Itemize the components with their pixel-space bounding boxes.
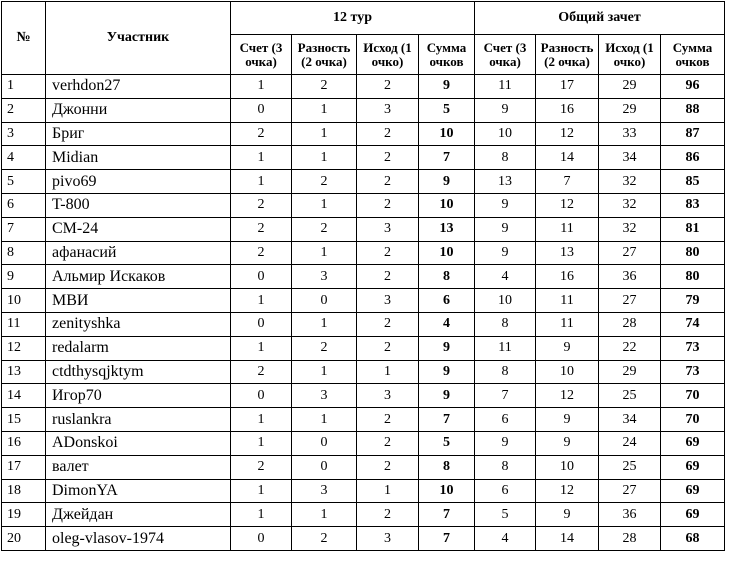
- round-diff: 1: [292, 360, 357, 384]
- overall-diff: 12: [536, 122, 599, 146]
- participant-name: ctdthysqjktym: [46, 360, 231, 384]
- overall-outcome: 28: [599, 527, 661, 551]
- row-number: 8: [2, 241, 46, 265]
- table-row: [2, 146, 725, 170]
- table-row: [2, 241, 725, 265]
- round-score: 1: [231, 431, 292, 455]
- overall-sum: 69: [661, 479, 725, 503]
- round-outcome: 3: [357, 527, 419, 551]
- participant-name: Игор70: [46, 384, 231, 408]
- participant-name: redalarm: [46, 336, 231, 360]
- standings-table: [1, 1, 725, 551]
- overall-sum: 83: [661, 193, 725, 217]
- overall-sum: 70: [661, 384, 725, 408]
- round-outcome: 2: [357, 170, 419, 194]
- round-sum: 9: [419, 170, 475, 194]
- overall-score: 6: [475, 408, 536, 432]
- participant-name: Midian: [46, 146, 231, 170]
- row-number: 20: [2, 527, 46, 551]
- table-row: [2, 408, 725, 432]
- round-score: 1: [231, 408, 292, 432]
- overall-sum: 80: [661, 241, 725, 265]
- round-diff: 3: [292, 384, 357, 408]
- overall-outcome: 36: [599, 265, 661, 289]
- round-score: 1: [231, 479, 292, 503]
- header-round-outcome: Исход (1 очко): [357, 35, 419, 75]
- overall-score: 4: [475, 527, 536, 551]
- overall-sum: 88: [661, 98, 725, 122]
- round-score: 1: [231, 503, 292, 527]
- round-diff: 0: [292, 431, 357, 455]
- row-number: 3: [2, 122, 46, 146]
- round-diff: 2: [292, 527, 357, 551]
- round-sum: 13: [419, 217, 475, 241]
- round-outcome: 2: [357, 146, 419, 170]
- header-overall-diff: Разность (2 очка): [536, 35, 599, 75]
- round-score: 1: [231, 170, 292, 194]
- header-overall-sum: Сумма очков: [661, 35, 725, 75]
- overall-sum: 85: [661, 170, 725, 194]
- round-diff: 1: [292, 503, 357, 527]
- overall-diff: 16: [536, 265, 599, 289]
- overall-score: 9: [475, 431, 536, 455]
- round-outcome: 2: [357, 312, 419, 336]
- participant-name: Бриг: [46, 122, 231, 146]
- overall-score: 9: [475, 193, 536, 217]
- overall-score: 11: [475, 75, 536, 99]
- round-sum: 9: [419, 360, 475, 384]
- round-diff: 1: [292, 98, 357, 122]
- header-round: 12 тур: [231, 2, 475, 35]
- round-score: 0: [231, 312, 292, 336]
- header-overall-score: Счет (3 очка): [475, 35, 536, 75]
- round-score: 0: [231, 527, 292, 551]
- header-participant: Участник: [46, 2, 231, 75]
- row-number: 17: [2, 455, 46, 479]
- round-score: 2: [231, 455, 292, 479]
- overall-diff: 11: [536, 312, 599, 336]
- round-outcome: 2: [357, 455, 419, 479]
- round-score: 2: [231, 217, 292, 241]
- round-diff: 1: [292, 312, 357, 336]
- row-number: 2: [2, 98, 46, 122]
- overall-outcome: 29: [599, 75, 661, 99]
- round-diff: 1: [292, 193, 357, 217]
- overall-score: 10: [475, 122, 536, 146]
- round-sum: 7: [419, 503, 475, 527]
- overall-sum: 86: [661, 146, 725, 170]
- participant-name: МВИ: [46, 289, 231, 313]
- row-number: 13: [2, 360, 46, 384]
- table-row: [2, 360, 725, 384]
- round-outcome: 2: [357, 75, 419, 99]
- round-diff: 1: [292, 122, 357, 146]
- overall-diff: 9: [536, 336, 599, 360]
- round-diff: 2: [292, 75, 357, 99]
- round-outcome: 2: [357, 241, 419, 265]
- round-outcome: 2: [357, 122, 419, 146]
- overall-outcome: 27: [599, 289, 661, 313]
- row-number: 11: [2, 312, 46, 336]
- round-sum: 10: [419, 479, 475, 503]
- round-sum: 7: [419, 408, 475, 432]
- round-sum: 10: [419, 193, 475, 217]
- overall-diff: 12: [536, 193, 599, 217]
- round-outcome: 3: [357, 289, 419, 313]
- table-row: [2, 336, 725, 360]
- participant-name: Джейдан: [46, 503, 231, 527]
- round-sum: 10: [419, 241, 475, 265]
- participant-name: ruslankra: [46, 408, 231, 432]
- row-number: 19: [2, 503, 46, 527]
- overall-diff: 10: [536, 360, 599, 384]
- overall-score: 8: [475, 360, 536, 384]
- overall-diff: 10: [536, 455, 599, 479]
- participant-name: oleg-vlasov-1974: [46, 527, 231, 551]
- round-sum: 5: [419, 431, 475, 455]
- table-row: [2, 98, 725, 122]
- header-overall-outcome: Исход (1 очко): [599, 35, 661, 75]
- row-number: 4: [2, 146, 46, 170]
- overall-score: 8: [475, 455, 536, 479]
- overall-outcome: 29: [599, 98, 661, 122]
- participant-name: Джонни: [46, 98, 231, 122]
- round-score: 2: [231, 360, 292, 384]
- row-number: 12: [2, 336, 46, 360]
- round-diff: 1: [292, 146, 357, 170]
- round-diff: 1: [292, 241, 357, 265]
- round-diff: 3: [292, 479, 357, 503]
- round-sum: 5: [419, 98, 475, 122]
- overall-sum: 69: [661, 431, 725, 455]
- table-row: [2, 527, 725, 551]
- row-number: 6: [2, 193, 46, 217]
- overall-score: 9: [475, 217, 536, 241]
- overall-score: 13: [475, 170, 536, 194]
- table-row: [2, 503, 725, 527]
- overall-sum: 96: [661, 75, 725, 99]
- overall-score: 5: [475, 503, 536, 527]
- overall-sum: 68: [661, 527, 725, 551]
- row-number: 16: [2, 431, 46, 455]
- overall-diff: 11: [536, 289, 599, 313]
- round-diff: 2: [292, 170, 357, 194]
- round-diff: 0: [292, 289, 357, 313]
- overall-diff: 9: [536, 503, 599, 527]
- table-body: [2, 75, 725, 551]
- round-sum: 7: [419, 146, 475, 170]
- table-row: [2, 170, 725, 194]
- round-sum: 7: [419, 527, 475, 551]
- row-number: 1: [2, 75, 46, 99]
- participant-name: валет: [46, 455, 231, 479]
- overall-diff: 12: [536, 479, 599, 503]
- round-diff: 2: [292, 217, 357, 241]
- overall-diff: 13: [536, 241, 599, 265]
- table-row: [2, 289, 725, 313]
- overall-diff: 9: [536, 408, 599, 432]
- round-score: 1: [231, 75, 292, 99]
- round-score: 0: [231, 384, 292, 408]
- participant-name: T-800: [46, 193, 231, 217]
- overall-sum: 74: [661, 312, 725, 336]
- overall-sum: 69: [661, 503, 725, 527]
- header-round-score: Счет (3 очка): [231, 35, 292, 75]
- overall-outcome: 27: [599, 241, 661, 265]
- round-sum: 8: [419, 265, 475, 289]
- round-score: 0: [231, 265, 292, 289]
- row-number: 18: [2, 479, 46, 503]
- overall-diff: 9: [536, 431, 599, 455]
- overall-outcome: 32: [599, 193, 661, 217]
- round-outcome: 2: [357, 336, 419, 360]
- round-outcome: 2: [357, 503, 419, 527]
- overall-score: 9: [475, 98, 536, 122]
- table-header: [2, 2, 725, 75]
- overall-score: 6: [475, 479, 536, 503]
- overall-outcome: 25: [599, 384, 661, 408]
- round-score: 2: [231, 193, 292, 217]
- overall-diff: 12: [536, 384, 599, 408]
- row-number: 14: [2, 384, 46, 408]
- round-outcome: 1: [357, 360, 419, 384]
- overall-outcome: 33: [599, 122, 661, 146]
- table-row: [2, 122, 725, 146]
- round-sum: 9: [419, 384, 475, 408]
- table-row: [2, 384, 725, 408]
- header-overall: Общий зачет: [475, 2, 725, 35]
- round-score: 0: [231, 98, 292, 122]
- overall-score: 7: [475, 384, 536, 408]
- overall-score: 8: [475, 146, 536, 170]
- overall-outcome: 32: [599, 170, 661, 194]
- round-diff: 0: [292, 455, 357, 479]
- row-number: 5: [2, 170, 46, 194]
- round-score: 1: [231, 146, 292, 170]
- round-outcome: 2: [357, 265, 419, 289]
- round-outcome: 2: [357, 431, 419, 455]
- round-diff: 2: [292, 336, 357, 360]
- overall-score: 4: [475, 265, 536, 289]
- participant-name: zenityshka: [46, 312, 231, 336]
- round-diff: 1: [292, 408, 357, 432]
- overall-diff: 16: [536, 98, 599, 122]
- table-row: [2, 312, 725, 336]
- round-outcome: 1: [357, 479, 419, 503]
- round-sum: 9: [419, 75, 475, 99]
- round-sum: 4: [419, 312, 475, 336]
- round-sum: 8: [419, 455, 475, 479]
- overall-outcome: 28: [599, 312, 661, 336]
- table-row: [2, 75, 725, 99]
- overall-outcome: 34: [599, 408, 661, 432]
- overall-outcome: 22: [599, 336, 661, 360]
- round-sum: 10: [419, 122, 475, 146]
- round-diff: 3: [292, 265, 357, 289]
- table-row: [2, 431, 725, 455]
- overall-outcome: 25: [599, 455, 661, 479]
- header-num: №: [2, 2, 46, 75]
- overall-outcome: 29: [599, 360, 661, 384]
- round-score: 1: [231, 336, 292, 360]
- overall-score: 9: [475, 241, 536, 265]
- header-round-sum: Сумма очков: [419, 35, 475, 75]
- overall-score: 8: [475, 312, 536, 336]
- row-number: 15: [2, 408, 46, 432]
- row-number: 9: [2, 265, 46, 289]
- overall-score: 10: [475, 289, 536, 313]
- overall-score: 11: [475, 336, 536, 360]
- row-number: 10: [2, 289, 46, 313]
- participant-name: афанасий: [46, 241, 231, 265]
- overall-sum: 81: [661, 217, 725, 241]
- participant-name: CM-24: [46, 217, 231, 241]
- table-row: [2, 479, 725, 503]
- participant-name: verhdon27: [46, 75, 231, 99]
- overall-sum: 79: [661, 289, 725, 313]
- overall-diff: 14: [536, 527, 599, 551]
- overall-diff: 7: [536, 170, 599, 194]
- participant-name: Альмир Искаков: [46, 265, 231, 289]
- round-score: 2: [231, 241, 292, 265]
- round-outcome: 2: [357, 193, 419, 217]
- overall-diff: 14: [536, 146, 599, 170]
- overall-sum: 69: [661, 455, 725, 479]
- overall-outcome: 32: [599, 217, 661, 241]
- overall-outcome: 27: [599, 479, 661, 503]
- overall-sum: 73: [661, 336, 725, 360]
- table-row: [2, 265, 725, 289]
- round-outcome: 3: [357, 384, 419, 408]
- overall-sum: 87: [661, 122, 725, 146]
- participant-name: pivo69: [46, 170, 231, 194]
- table-row: [2, 217, 725, 241]
- round-outcome: 3: [357, 217, 419, 241]
- overall-outcome: 34: [599, 146, 661, 170]
- overall-outcome: 36: [599, 503, 661, 527]
- table-row: [2, 193, 725, 217]
- round-score: 1: [231, 289, 292, 313]
- round-score: 2: [231, 122, 292, 146]
- overall-diff: 17: [536, 75, 599, 99]
- overall-sum: 80: [661, 265, 725, 289]
- overall-diff: 11: [536, 217, 599, 241]
- row-number: 7: [2, 217, 46, 241]
- round-outcome: 3: [357, 98, 419, 122]
- round-sum: 6: [419, 289, 475, 313]
- round-outcome: 2: [357, 408, 419, 432]
- overall-sum: 73: [661, 360, 725, 384]
- table-row: [2, 455, 725, 479]
- overall-outcome: 24: [599, 431, 661, 455]
- header-round-diff: Разность (2 очка): [292, 35, 357, 75]
- round-sum: 9: [419, 336, 475, 360]
- participant-name: DimonYA: [46, 479, 231, 503]
- overall-sum: 70: [661, 408, 725, 432]
- participant-name: ADonskoi: [46, 431, 231, 455]
